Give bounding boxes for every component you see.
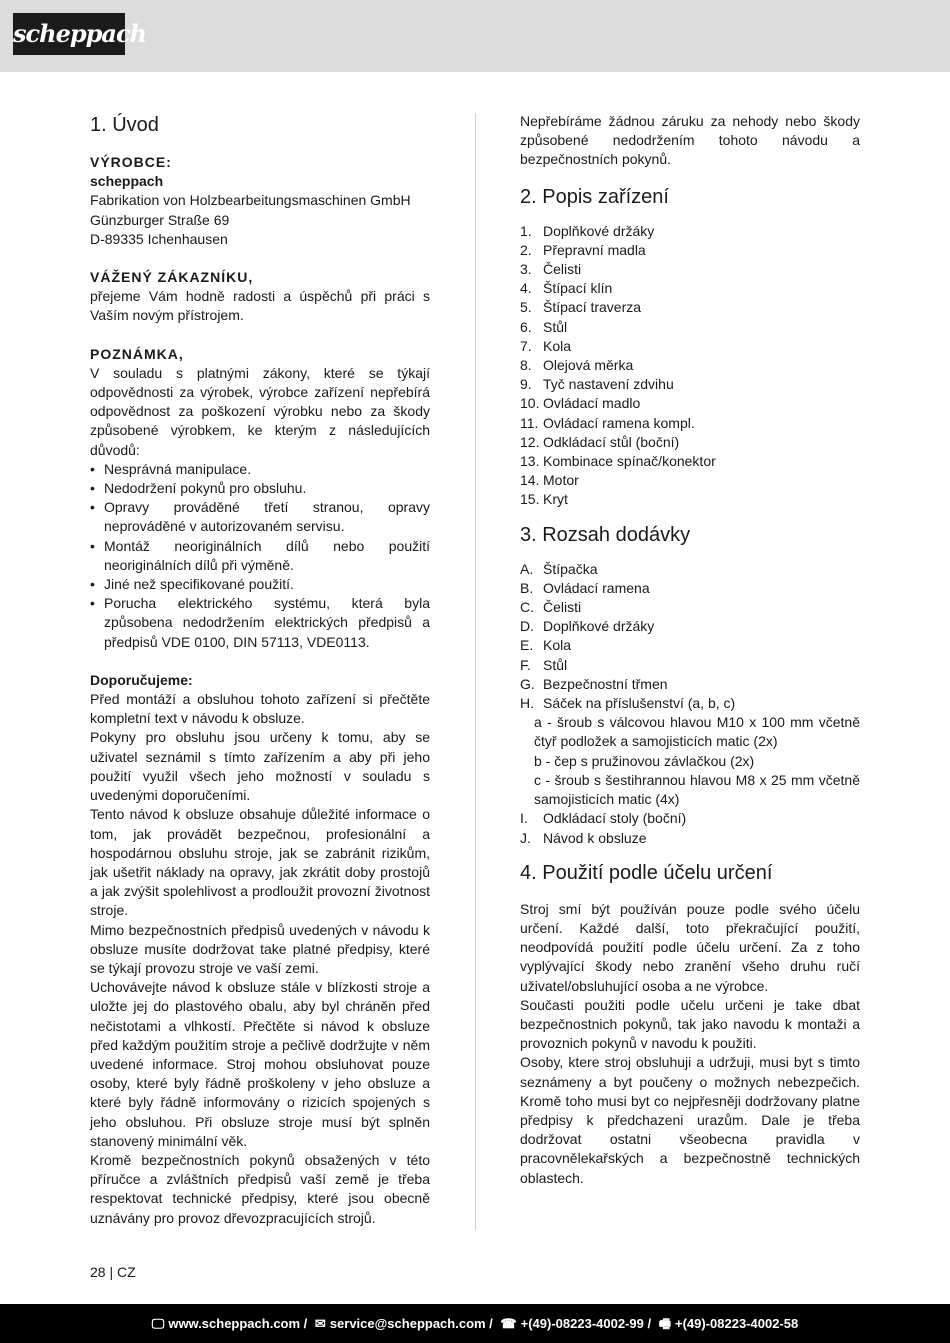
email-link[interactable]: service@scheppach.com / <box>329 1316 493 1331</box>
list-item <box>520 636 860 655</box>
customer-heading: VÁŽENÝ ZÁKAZNÍKU, <box>90 269 254 286</box>
manufacturer-name: scheppach <box>90 173 164 190</box>
item-label: Bezpečnostní třmen <box>543 675 668 692</box>
item-number: 9. <box>520 376 532 393</box>
item-number: 1. <box>520 222 532 239</box>
item-label: Ovládací ramena <box>543 579 650 596</box>
list-item <box>520 579 860 598</box>
delivery-list-continued <box>520 809 860 847</box>
item-label: Tyč nastavení zdvihu <box>543 376 674 393</box>
item-number: 6. <box>520 318 532 335</box>
parts-list <box>520 222 860 510</box>
item-number: E. <box>520 637 534 654</box>
recommend-paragraph: Pokyny pro obsluhu jsou určeny k tomu, aby se uživatel seznámil s tímto zařízením a aby při jeho použití využil všech jeho možností v souladu s uvedenými doporučeními. <box>90 729 430 804</box>
list-item <box>520 222 860 241</box>
item-number: 11. <box>520 414 539 431</box>
monitor-icon: 🖵 <box>151 1316 165 1331</box>
item-label: Štípací traverza <box>543 299 642 316</box>
list-item <box>520 490 860 509</box>
page-footer <box>0 1304 950 1343</box>
item-number: 7. <box>520 337 532 354</box>
list-item: • Montáž neoriginálních dílů nebo použití neoriginálních dílů při výměně. <box>90 537 430 575</box>
list-item <box>520 452 860 471</box>
page-header <box>0 0 950 72</box>
manufacturer-line: Günzburger Straße 69 <box>90 211 230 228</box>
item-number: 14. <box>520 472 540 489</box>
item-label: Přepravní madla <box>543 241 646 258</box>
item-number: 15. <box>520 491 540 508</box>
recommend-paragraph: Kromě bezpečnostních pokynů obsažených v této příručce a zvláštních předpisů vaší země je třeba respektovat technické předpisy, které jsou obecně uznávány pro provoz dřevozpracujících strojů. <box>90 1151 430 1226</box>
usage-paragraph: Současti použiti podle učelu určeni je take dbat bezpečnostnich pokynů, tak jako navodu k montaži a provoznich pokynů v navodu k použiti. <box>520 996 860 1052</box>
recommend-heading: Doporučujeme: <box>90 671 193 688</box>
item-number: J. <box>520 829 531 846</box>
list-item <box>520 394 860 413</box>
list-item <box>520 675 860 694</box>
accessory-item: b - čep s pružinovou závlačkou (2x) <box>534 752 755 769</box>
item-number: F. <box>520 656 531 673</box>
item-label: Doplňkové držáky <box>543 222 655 239</box>
list-item <box>520 617 860 636</box>
left-column <box>90 112 430 1228</box>
item-label: Štípačka <box>543 560 598 577</box>
mail-icon: ✉ <box>314 1316 326 1331</box>
item-label: Olejová měrka <box>543 357 634 374</box>
list-item <box>520 260 860 279</box>
accessory-item: a - šroub s válcovou hlavou M10 x 100 mm včetně čtyř podložek a samojisticích matic (2x) <box>534 714 860 750</box>
item-label: Ovládací ramena kompl. <box>543 414 695 431</box>
right-column <box>520 112 860 1188</box>
section-3-title: 3. Rozsah dodávky <box>520 523 691 546</box>
note-heading: POZNÁMKA, <box>90 345 184 362</box>
manufacturer-heading: VÝROBCE: <box>90 154 172 170</box>
list-item <box>520 433 860 452</box>
note-text: V souladu s platnými zákony, které se týkají odpovědnosti za výrobek, výrobce zařízení nepřebírá odpovědnost za poškození výrobku nebo za škody způsobené výrobkem, ke kterým z následujících důvodů: <box>90 364 430 458</box>
item-number: C. <box>520 599 534 616</box>
list-item: • Nesprávná manipulace. <box>90 460 430 479</box>
item-label: Odkládací stůl (boční) <box>543 433 680 450</box>
item-label: Motor <box>543 472 579 489</box>
usage-paragraph: Stroj smí být používán pouze podle svého účelu určení. Každé další, toto překračující použití, neodpovídá použití podle účelu určení. Za z toho vyplývající škody nebo zranění všeho druhu ručí uživatel/obsluhující osoba a ne výrobce. <box>520 900 860 994</box>
recommend-paragraph: Uchovávejte návod k obsluze stále v blízkosti stroje a uložte jej do plastového obalu, aby byl chráněn před nečistotami a vlhkostí. Přečtěte si návod k obsluze před každým použitím stroje a pečlivě dodržujte v něm uvedené informace. Stroj mohou obsluhovat pouze osoby, které byly řádně proškoleny v jeho obsluze a které byly řádně informovány o rizicích spojených s jeho obsluhou. Při obsluze stroje musí být splněn stanovený minimální věk. <box>90 979 430 1149</box>
list-item: • Opravy prováděné třetí stranou, opravy neprováděné v autorizovaném servisu. <box>90 498 430 536</box>
item-number: 2. <box>520 241 532 258</box>
item-label: Doplňkové držáky <box>543 618 655 635</box>
item-number: I. <box>520 810 528 827</box>
disclaimer-text: Nepřebíráme žádnou záruku za nehody nebo škody způsobené nedodržením tohoto návodu a bezpečnostních pokynů. <box>520 113 860 168</box>
item-label: Ovládací madlo <box>543 395 641 412</box>
recommend-paragraph: Tento návod k obsluze obsahuje důležité informace o tom, jak provádět bezpečnou, profesionální a hospodárnou obsluhu stroje, jak se zabránit rizikům, jak ušetřit náklady na opravy, jak zkrátit doby prostojů a jak zvýšit spolehlivost a prodloužit provozní životnost stroje. <box>90 806 430 919</box>
list-item <box>520 471 860 490</box>
item-number: 4. <box>520 280 532 297</box>
fax-number: +(49)-08223-4002-58 <box>674 1316 799 1331</box>
item-number: H. <box>520 695 534 712</box>
list-item <box>520 414 860 433</box>
recommend-paragraph: Mimo bezpečnostních předpisů uvedených v návodu k obsluze musíte dodržovat take platné předpisy, které se týkají provozu stroje ve vaší zemi. <box>90 921 430 976</box>
customer-text: přejeme Vám hodně radosti a úspěchů při práci s Vaším novým přístrojem. <box>90 288 430 324</box>
section-4-title: 4. Použití podle účelu určení <box>520 861 773 884</box>
scheppach-logo: scheppach <box>13 13 125 55</box>
item-number: G. <box>520 675 535 692</box>
list-item <box>520 809 860 828</box>
list-item <box>520 356 860 375</box>
list-item <box>520 694 860 713</box>
section-1-title: 1. Úvod <box>90 114 159 136</box>
item-number: A. <box>520 560 534 577</box>
item-label: Kombinace spínač/konektor <box>543 453 716 470</box>
page-number <box>90 1264 136 1280</box>
website-link[interactable]: www.scheppach.com / <box>168 1316 308 1331</box>
item-number: 8. <box>520 357 532 374</box>
list-item <box>520 298 860 317</box>
item-label: Kola <box>543 337 572 354</box>
item-label: Stůl <box>543 318 568 335</box>
item-label: Stůl <box>543 656 568 673</box>
item-label: Čelisti <box>543 261 582 278</box>
item-label: Kola <box>543 637 572 654</box>
note-list <box>90 460 430 652</box>
list-item: • Nedodržení pokynů pro obsluhu. <box>90 479 430 498</box>
usage-paragraph: Osoby, ktere stroj obsluhuji a udržuji, musi byt s timto seznámeny a byt poučeny o možnych nebezpečich. Kromě toho musi byt co nejpřesněji dodržovany platne předpisy k předchazeni urazům. Dale je třeba dodržovat ostatni všeobecna pravidla v pracovnělekařských a bezpečnostně technických oblastech. <box>520 1054 860 1186</box>
delivery-list <box>520 560 860 714</box>
phone-icon: ☎ <box>500 1316 517 1331</box>
item-label: Odkládací stoly (boční) <box>543 810 687 827</box>
item-number: 10. <box>520 395 540 412</box>
list-item: • Jiné než specifikované použití. <box>90 575 430 594</box>
list-item <box>520 598 860 617</box>
item-label: Sáček na příslušenství (a, b, c) <box>543 695 736 712</box>
item-label: Kryt <box>543 491 568 508</box>
fax-icon: 🖷 <box>658 1316 671 1331</box>
page-separator: | <box>109 1264 114 1280</box>
recommend-paragraph: Před montáží a obsluhou tohoto zařízení si přečtěte kompletní text v návodu k obsluze. <box>90 691 430 727</box>
list-item <box>520 560 860 579</box>
section-2-title: 2. Popis zařízení <box>520 185 669 208</box>
list-item <box>520 241 860 260</box>
page-number-value: 28 <box>90 1264 106 1280</box>
manufacturer-line: D-89335 Ichenhausen <box>90 230 228 247</box>
item-label: Návod k obsluze <box>543 829 647 846</box>
list-item <box>520 279 860 298</box>
item-number: 12. <box>520 433 540 450</box>
list-item <box>520 337 860 356</box>
item-number: 5. <box>520 299 532 316</box>
list-item: • Porucha elektrického systému, která byla způsobena nedodržením elektrických předpisů a předpisů VDE 0100, DIN 57113, VDE0113. <box>90 594 430 652</box>
item-number: B. <box>520 579 534 596</box>
accessory-item: c - šroub s šestihrannou hlavou M8 x 25 mm včetně samojisticích matic (4x) <box>534 771 860 808</box>
list-item <box>520 318 860 337</box>
item-number: 13. <box>520 453 540 470</box>
item-label: Čelisti <box>543 599 582 616</box>
phone-number: +(49)-08223-4002-99 / <box>520 1316 652 1331</box>
page-language: CZ <box>117 1264 136 1280</box>
manufacturer-line: Fabrikation von Holzbearbeitungsmaschinen GmbH <box>90 192 411 209</box>
list-item <box>520 829 860 848</box>
item-label: Štípací klín <box>543 280 613 297</box>
list-item <box>520 656 860 675</box>
item-number: 3. <box>520 261 532 278</box>
column-divider <box>475 113 476 1230</box>
list-item <box>520 375 860 394</box>
item-number: D. <box>520 618 534 635</box>
